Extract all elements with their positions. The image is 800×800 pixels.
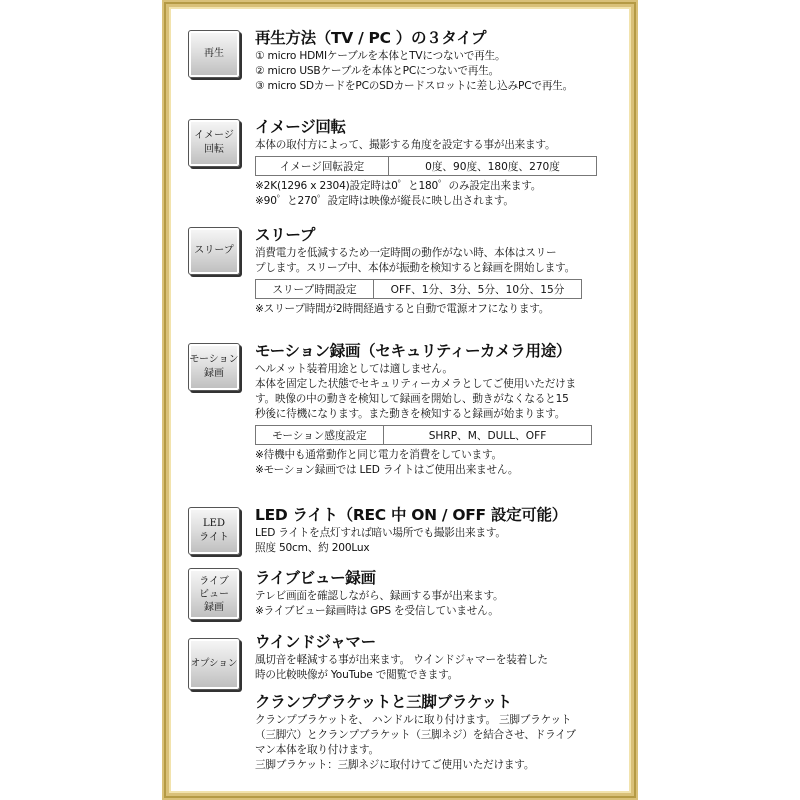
badge-playback: 再生 xyxy=(188,30,240,78)
badge-led-light: LED ライト xyxy=(188,507,240,555)
section-title: スリープ xyxy=(255,226,316,244)
settings-table xyxy=(255,279,582,299)
section-title: 再生方法（TV / PC ）の３タイプ xyxy=(255,29,487,47)
text-line: ① micro HDMIケーブルを本体とTVにつないで再生。 xyxy=(255,50,506,62)
text-line: 本体の取付方によって、撮影する角度を設定する事が出来ます。 xyxy=(255,139,556,151)
setting-value: 0度、90度、180度、270度 xyxy=(389,157,597,176)
text-line: 風切音を軽減する事が出来ます。 ウインドジャマーを装着した xyxy=(255,654,548,666)
text-line: テレビ画面を確認しながら、録画する事が出来ます。 xyxy=(255,590,504,602)
section-title: モーション録画（セキュリティーカメラ用途） xyxy=(255,342,572,360)
setting-label: スリープ時間設定 xyxy=(256,280,374,299)
text-line: プします。スリープ中、本体が振動を検知すると録画を開始します。 xyxy=(255,262,575,274)
section-title: ライブビュー録画 xyxy=(255,569,376,587)
settings-table xyxy=(255,425,592,445)
section-title: クランプブラケットと三脚ブラケット xyxy=(255,693,512,711)
text-line: 照度 50cm、約 200Lux xyxy=(255,542,370,554)
setting-value: SHRP、M、DULL、OFF xyxy=(384,426,592,445)
note-line: ※モーション録画では LED ライトはご使用出来ません。 xyxy=(255,464,519,476)
text-line: 秒後に待機になります。また動きを検知すると録画が始まります。 xyxy=(255,408,566,420)
text-line: ③ micro SDカードをPCのSDカードスロットに差し込みPCで再生。 xyxy=(255,80,574,92)
note-line: ※90゜と270゜設定時は映像が縦長に映し出されます。 xyxy=(255,195,514,207)
text-line: クランプブラケットを、 ハンドルに取り付けます。 三脚ブラケット xyxy=(255,714,572,726)
badge-live-view: ライブ ビュー 録画 xyxy=(188,568,240,620)
note-line: ※待機中も通常動作と同じ電力を消費をしています。 xyxy=(255,449,502,461)
text-line: ※ライブビュー録画時は GPS を受信していません。 xyxy=(255,605,499,617)
badge-sleep: スリープ xyxy=(188,227,240,275)
text-line: ヘルメット装着用途としては適しません。 xyxy=(255,363,453,375)
setting-value: OFF、1分、3分、5分、10分、15分 xyxy=(374,280,582,299)
settings-table xyxy=(255,156,597,176)
section-title: LED ライト（REC 中 ON / OFF 設定可能） xyxy=(255,506,567,524)
section-title: イメージ回転 xyxy=(255,118,346,136)
text-line: 三脚ブラケット：三脚ネジに取付けてご使用いただけます。 xyxy=(255,759,535,771)
badge-option: オプション xyxy=(188,638,240,690)
text-line: 消費電力を低減するため一定時間の動作がない時、本体はスリー xyxy=(255,247,557,259)
badge-image-rotation: イメージ 回転 xyxy=(188,119,240,167)
setting-label: イメージ回転設定 xyxy=(256,157,389,176)
text-line: （三脚穴）とクランプブラケット（三脚ネジ）を結合させ、ドライブ xyxy=(255,729,576,741)
text-line: 本体を固定した状態でセキュリティーカメラとしてご使用いただけま xyxy=(255,378,576,390)
note-line: ※スリープ時間が2時間経過すると自動で電源オフになります。 xyxy=(255,303,550,315)
badge-motion-recording: モーション 録画 xyxy=(188,343,240,391)
text-line: LED ライトを点灯すれば暗い場所でも撮影出来ます。 xyxy=(255,527,506,539)
text-line: ② micro USBケーブルを本体とPCにつないで再生。 xyxy=(255,65,499,77)
section-title: ウインドジャマー xyxy=(255,633,376,651)
text-line: 時の比較映像が YouTube で閲覧できます。 xyxy=(255,669,459,681)
note-line: ※2K(1296 x 2304)設定時は0゜と180゜のみ設定出来ます。 xyxy=(255,180,542,192)
text-line: マン本体を取り付けます。 xyxy=(255,744,379,756)
setting-label: モーション感度設定 xyxy=(256,426,384,445)
text-line: す。映像の中の動きを検知して録画を開始し、動きがなくなると15 xyxy=(255,393,569,405)
